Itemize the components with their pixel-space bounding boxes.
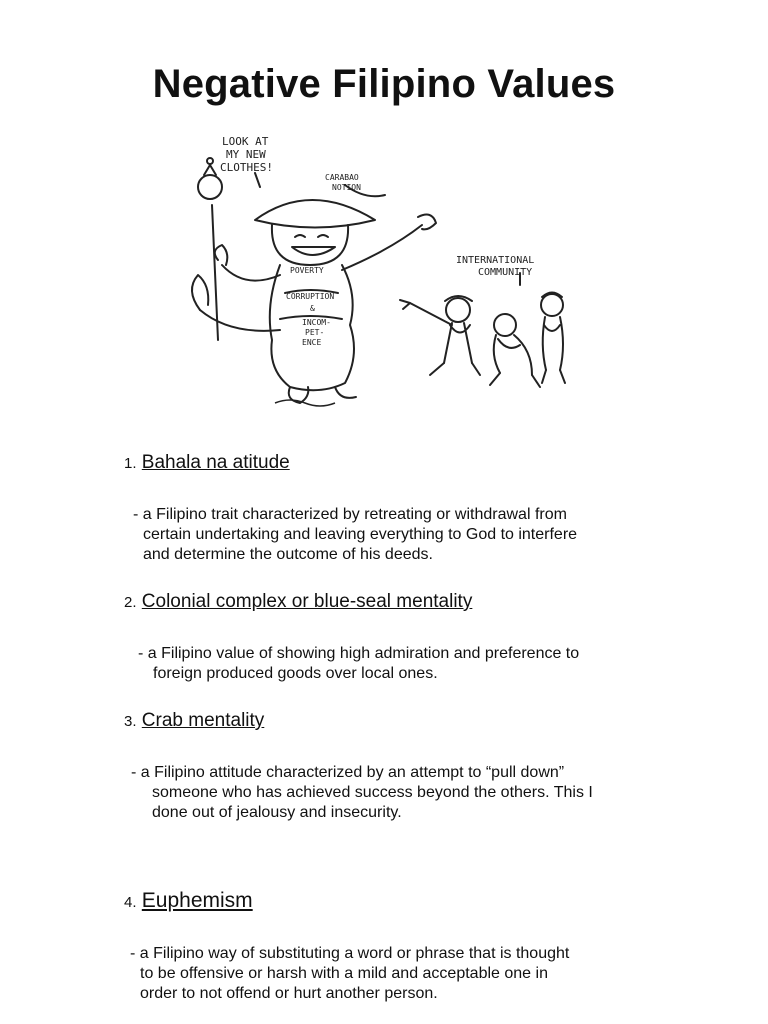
description-line: done out of jealousy and insecurity. [152,804,402,821]
description-line: foreign produced goods over local ones. [153,665,438,682]
description-line: - a Filipino value of showing high admiration and preference to [138,645,580,662]
description-line: someone who has achieved success beyond the others. This I [152,784,593,801]
item-number: 4. [124,894,137,911]
description-line: - a Filipino trait characterized by retreating or withdrawal from [133,506,567,523]
description-line: - a Filipino way of substituting a word or phrase that is thought [130,945,570,962]
item-1-heading [124,452,290,474]
page-title: Negative Filipino Values [152,62,616,106]
description-line: - a Filipino attitude characterized by an attempt to “pull down” [131,764,565,781]
belly-label-amp: & [310,304,315,313]
item-number: 2. [124,594,137,611]
speech-line-2: MY NEW [226,148,266,161]
item-2-description [138,644,579,684]
group-label-2: COMMUNITY [478,267,533,278]
item-1-description [133,505,577,565]
group-label-1: INTERNATIONAL [456,255,535,266]
belly-label-corruption: CORRUPTION [286,292,335,301]
belly-label-ence: ENCE [302,338,322,347]
speech-line-1: LOOK AT [222,135,269,148]
description-line: to be offensive or harsh with a mild and acceptable one in [140,965,548,982]
item-number: 3. [124,713,137,730]
item-3-description [131,763,593,823]
belly-label-pet: PET- [305,328,325,337]
item-4-description [130,944,569,1004]
item-2-heading [124,591,472,613]
speech-line-3: CLOTHES! [220,161,273,174]
belly-label-incom: INCOM- [302,318,331,327]
item-label: Bahala na atitude [141,452,290,473]
description-line: and determine the outcome of his deeds. [143,546,433,563]
item-3-heading [124,710,264,732]
description-line: certain undertaking and leaving everything to God to interfere [143,526,578,543]
cartoon-illustration [160,125,620,410]
item-number: 1. [124,455,137,472]
item-label: Crab mentality [141,710,265,731]
hat-label-2: NOTION [332,183,361,192]
item-label: Colonial complex or blue-seal mentality [141,591,473,612]
belly-label-poverty: POVERTY [290,266,324,275]
hat-label-1: CARABAO [325,173,359,182]
item-4-heading [124,889,253,913]
item-label: Euphemism [141,889,253,912]
description-line: order to not offend or hurt another person. [140,985,438,1002]
cartoon-drawing [160,125,620,410]
